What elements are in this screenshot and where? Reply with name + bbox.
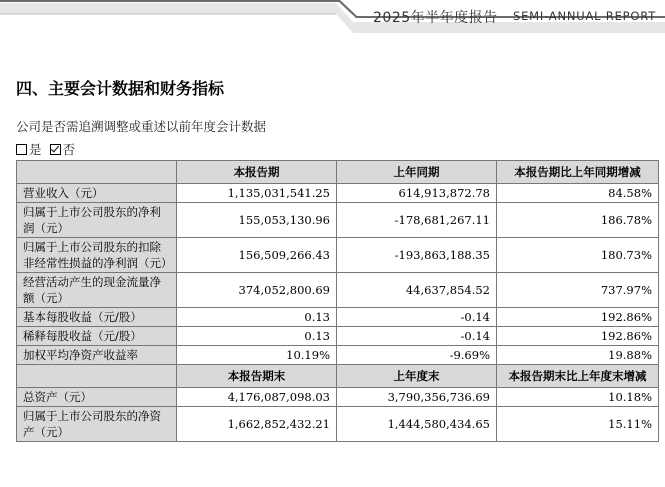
choice-yes[interactable]	[16, 140, 42, 158]
cell-prior: -0.14	[337, 308, 497, 327]
checkbox-yes[interactable]	[16, 144, 27, 155]
header-cell-prior-year-end: 上年度末	[337, 365, 497, 388]
table-row	[17, 184, 659, 203]
cell-current: 374,052,800.69	[177, 273, 337, 308]
cell-prior: -0.14	[337, 327, 497, 346]
row-label: 归属于上市公司股东的净利润（元）	[17, 203, 177, 238]
cell-current: 0.13	[177, 308, 337, 327]
cell-change: 84.58%	[497, 184, 659, 203]
cell-change: 19.88%	[497, 346, 659, 365]
table-row	[17, 388, 659, 407]
cell-change: 15.11%	[497, 407, 659, 442]
cell-change: 192.86%	[497, 327, 659, 346]
row-label: 基本每股收益（元/股）	[17, 308, 177, 327]
table-row	[17, 407, 659, 442]
cell-current: 10.19%	[177, 346, 337, 365]
restatement-question: 公司是否需追溯调整或重述以前年度会计数据	[16, 119, 267, 134]
cell-current: 1,135,031,541.25	[177, 184, 337, 203]
cell-change: 737.97%	[497, 273, 659, 308]
cell-prior: -9.69%	[337, 346, 497, 365]
cell-current: 1,662,852,432.21	[177, 407, 337, 442]
cell-change: 186.78%	[497, 203, 659, 238]
restatement-choices	[16, 140, 81, 158]
table-row	[17, 273, 659, 308]
choice-no-label: 否	[62, 142, 76, 157]
table-row	[17, 203, 659, 238]
table-row	[17, 346, 659, 365]
header-cell-period-end: 本报告期末	[177, 365, 337, 388]
cell-current: 155,053,130.96	[177, 203, 337, 238]
row-label: 营业收入（元）	[17, 184, 177, 203]
row-label: 归属于上市公司股东的扣除非经常性损益的净利润（元）	[17, 238, 177, 273]
header-cell-period-change: 本报告期比上年同期增减	[497, 161, 659, 184]
header-cell-empty	[17, 161, 177, 184]
header-cell-empty	[17, 365, 177, 388]
checkbox-no[interactable]	[50, 144, 61, 155]
section-title: 四、主要会计数据和财务指标	[16, 79, 225, 98]
report-title-cn: 2025年半年度报告	[373, 10, 498, 26]
row-label: 归属于上市公司股东的净资产（元）	[17, 407, 177, 442]
cell-change: 192.86%	[497, 308, 659, 327]
cell-current: 4,176,087,098.03	[177, 388, 337, 407]
cell-prior: 44,637,854.52	[337, 273, 497, 308]
cell-prior: 3,790,356,736.69	[337, 388, 497, 407]
row-label: 经营活动产生的现金流量净额（元）	[17, 273, 177, 308]
table-row	[17, 308, 659, 327]
cell-prior: 614,913,872.78	[337, 184, 497, 203]
table-header-row-2	[17, 365, 659, 388]
financial-indicators-table	[16, 160, 659, 442]
cell-prior: -178,681,267.11	[337, 203, 497, 238]
header-cell-prior-period: 上年同期	[337, 161, 497, 184]
cell-change: 180.73%	[497, 238, 659, 273]
choice-no[interactable]	[50, 140, 76, 158]
table-row	[17, 327, 659, 346]
cell-prior: -193,863,188.35	[337, 238, 497, 273]
row-label: 加权平均净资产收益率	[17, 346, 177, 365]
table-header-row-1	[17, 161, 659, 184]
cell-current: 0.13	[177, 327, 337, 346]
report-title-en: SEMI-ANNUAL REPORT	[513, 9, 657, 23]
row-label: 稀释每股收益（元/股）	[17, 327, 177, 346]
header-cell-current-period: 本报告期	[177, 161, 337, 184]
cell-change: 10.18%	[497, 388, 659, 407]
choice-yes-label: 是	[29, 142, 42, 157]
row-label: 总资产（元）	[17, 388, 177, 407]
cell-current: 156,509,266.43	[177, 238, 337, 273]
table-row	[17, 238, 659, 273]
header-cell-year-end-change: 本报告期末比上年度末增减	[497, 365, 659, 388]
cell-prior: 1,444,580,434.65	[337, 407, 497, 442]
